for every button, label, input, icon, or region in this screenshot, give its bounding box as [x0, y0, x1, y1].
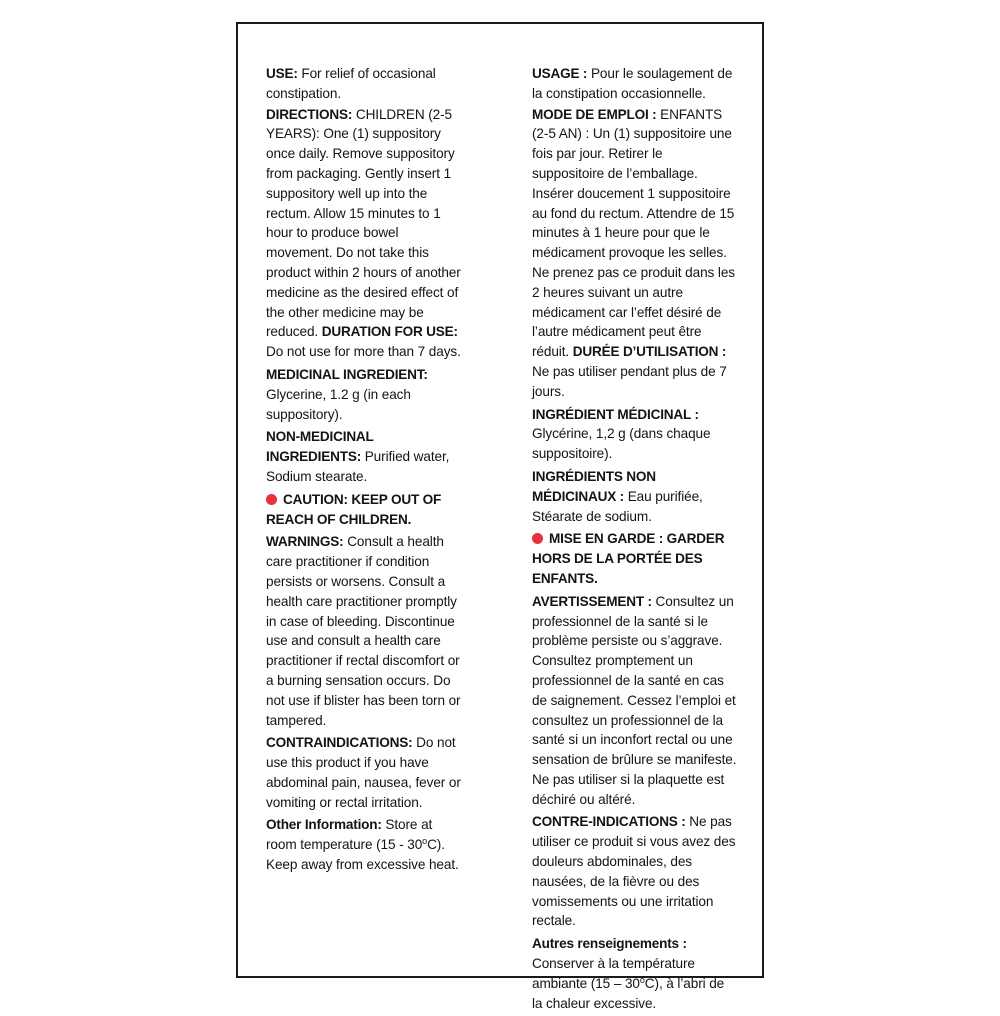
- duree-label: DURÉE D’UTILISATION :: [572, 344, 727, 360]
- autres-label: Autres renseignements :: [532, 936, 687, 952]
- other-text-2: C). Keep away from excessive heat.: [266, 837, 459, 873]
- other-label: Other Information:: [266, 817, 382, 833]
- other-text-1: Store at room temperature (15 - 30: [266, 817, 433, 853]
- duration-text: Do not use for more than 7 days.: [266, 344, 461, 360]
- use-label: USE:: [266, 66, 298, 81]
- contre-indications-label: CONTRE-INDICATIONS :: [532, 814, 686, 830]
- contra-text: Do not use this product if you have abdominal pain, nausea, fever or vomiting or rectal irritation.: [266, 735, 461, 810]
- use-section: [266, 64, 466, 104]
- autres-text-2: C), à l’abri de la chaleur excessive.: [532, 975, 725, 1011]
- duration-label: DURATION FOR USE:: [321, 324, 458, 340]
- product-label-panel: [236, 22, 764, 1011]
- medicinal-text: Glycerine, 1.2 g (in each suppository).: [266, 386, 411, 422]
- warnings-section: [266, 532, 466, 730]
- usage-label: USAGE :: [532, 66, 588, 81]
- caution-section: [266, 490, 466, 530]
- medicinal-label: MEDICINAL INGREDIENT:: [266, 366, 428, 382]
- caution-dot-icon: [266, 494, 277, 505]
- english-column: [266, 64, 466, 878]
- avertissement-label: AVERTISSEMENT :: [532, 593, 652, 609]
- ingredients-non-medicinaux-section: [532, 467, 738, 526]
- mise-en-garde-text: MISE EN GARDE : GARDER HORS DE LA PORTÉE DES ENFANTS.: [532, 531, 725, 586]
- warnings-label: WARNINGS:: [266, 534, 344, 550]
- non-medicinal-section: [266, 427, 466, 486]
- mise-en-garde-section: [532, 529, 738, 588]
- degree-sup-fr: o: [639, 974, 645, 985]
- french-column: [532, 64, 738, 1016]
- ingredient-medicinal-label: INGRÉDIENT MÉDICINAL :: [532, 406, 699, 422]
- nonmed-label: NON-MEDICINAL INGREDIENTS:: [266, 429, 374, 465]
- degree-sup: o: [422, 836, 428, 847]
- usage-section: [532, 64, 738, 104]
- nonmed-text: Purified water, Sodium stearate.: [266, 449, 450, 484]
- non-medicinaux-label: INGRÉDIENTS NON MÉDICINAUX :: [532, 468, 656, 504]
- non-medicinaux-text: Eau purifiée, Stéarate de sodium.: [532, 488, 703, 524]
- duree-text: Ne pas utiliser pendant plus de 7 jours.: [532, 363, 727, 399]
- warnings-text: Consult a health care practitioner if condition persists or worsens. Consult a health care practitioner promptly in case of bleeding. Discontinue use and consult a health care practitioner if rectal discomfort or a burning sensation occurs. Do not use if blister has been torn or tampered.: [266, 534, 461, 728]
- usage-text: Pour le soulagement de la constipation occasionnelle.: [532, 66, 733, 101]
- ingredient-medicinal-text: Glycérine, 1,2 g (dans chaque suppositoire).: [532, 426, 711, 462]
- ingredient-medicinal-section: [532, 405, 738, 464]
- caution-text: CAUTION: KEEP OUT OF REACH OF CHILDREN.: [266, 491, 442, 527]
- contraindications-section: [266, 733, 466, 812]
- contre-indications-section: [532, 812, 738, 931]
- autres-renseignements-section: [532, 934, 738, 1013]
- mode-emploi-text: ENFANTS (2-5 AN) : Un (1) suppositoire une fois par jour. Retirer le suppositoire de l’emballage. Insérer doucement 1 suppositoire au fond du rectum. Attendre de 15 minutes à 1 heure pour que le médicament provoque les selles. Ne prenez pas ce produit dans les 2 heures suivant un autre médicament car l’effet désiré de l’autre médicament peut être réduit.: [532, 106, 735, 360]
- autres-text-1: Conserver à la température ambiante (15 – 30: [532, 956, 695, 991]
- avertissement-text: Consultez un professionnel de la santé si le problème persiste ou s’aggrave. Consultez promptement un professionnel de la santé en cas de saignement. Cessez l’emploi et consultez un professionnel de la santé si un inconfort rectal ou une sensation de brûlure se manifeste. Ne pas utiliser si la plaquette est déchiré ou altéré.: [532, 593, 737, 807]
- mode-emploi-section: [532, 105, 738, 402]
- avertissement-section: [532, 592, 738, 810]
- medicinal-ingredient-section: [266, 365, 466, 424]
- contra-label: CONTRAINDICATIONS:: [266, 735, 413, 751]
- directions-section: [266, 105, 466, 362]
- contre-indications-text: Ne pas utiliser ce produit si vous avez des douleurs abdominales, des nausées, de la fièvre ou des vomissements ou une irritation rectale.: [532, 814, 736, 929]
- directions-label: DIRECTIONS:: [266, 106, 353, 122]
- mode-emploi-label: MODE DE EMPLOI :: [532, 106, 657, 122]
- mise-en-garde-dot-icon: [532, 533, 543, 544]
- other-info-section: [266, 815, 466, 874]
- use-text: For relief of occasional constipation.: [266, 66, 436, 101]
- directions-text: CHILDREN (2-5 YEARS): One (1) suppository once daily. Remove suppository from packaging. Gently insert 1 suppository well up into the rectum. Allow 15 minutes to 1 hour to produce bowel movement. Do not take this product within 2 hours of another medicine as the desired effect of the other medicine may be reduced.: [266, 106, 461, 340]
